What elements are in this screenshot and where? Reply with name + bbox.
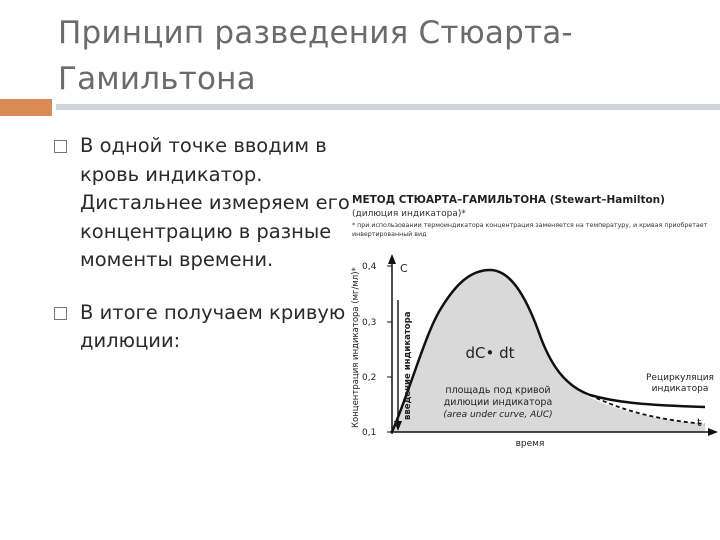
area-formula: dC• dt — [465, 344, 515, 362]
injection-label: введение индикатора — [403, 311, 413, 420]
area-caption: дилюции индикатора — [443, 397, 553, 408]
area-caption: площадь под кривой — [445, 385, 551, 396]
y-axis-arrow-icon — [388, 254, 396, 264]
checkbox-bullet-icon — [54, 307, 67, 320]
bullet-text: В итоге получаем кривую дилюции: — [80, 300, 346, 352]
title-divider — [56, 104, 720, 110]
recirculation-label: Рециркуляция — [646, 373, 714, 383]
bullet-list — [52, 132, 352, 380]
title-accent-bar — [0, 99, 52, 116]
area-caption: (area under curve, AUC) — [443, 410, 553, 420]
x-axis-arrow-icon — [708, 428, 718, 436]
y-axis-label: Концентрация индикатора (мг/мл)* — [351, 267, 361, 428]
x-axis-label: время — [515, 439, 545, 449]
recirculation-label: индикатора — [651, 384, 709, 394]
y-tick-label: 0,2 — [362, 373, 377, 383]
figure-note: * при использовании термоиндикатора концентрация заменяется на температуру, и кривая приобретает инвертированный вид — [352, 222, 708, 238]
y-tick-label: 0,1 — [362, 428, 377, 438]
checkbox-bullet-icon — [54, 140, 67, 153]
figure-subtitle: (дилюция индикатора)* — [352, 209, 466, 219]
dilution-figure — [340, 190, 720, 450]
bullet-item — [52, 299, 352, 356]
figure-title: МЕТОД СТЮАРТА–ГАМИЛЬТОНА (Stewart–Hamilton) — [352, 194, 665, 206]
dilution-curve-diagram — [340, 190, 720, 450]
y-tick-label: 0,3 — [362, 318, 377, 328]
c-axis-label: C — [400, 262, 408, 275]
slide-title: Принцип разведения Стюарта-Гамильтона — [58, 15, 573, 97]
bullet-item — [52, 132, 352, 275]
y-tick-label: 0,4 — [362, 262, 377, 272]
t-axis-label: t — [697, 416, 702, 429]
bullet-text: В одной точке вводим в кровь индикатор. Дистальнее измеряем его концентрацию в разные моменты времени. — [80, 134, 350, 271]
